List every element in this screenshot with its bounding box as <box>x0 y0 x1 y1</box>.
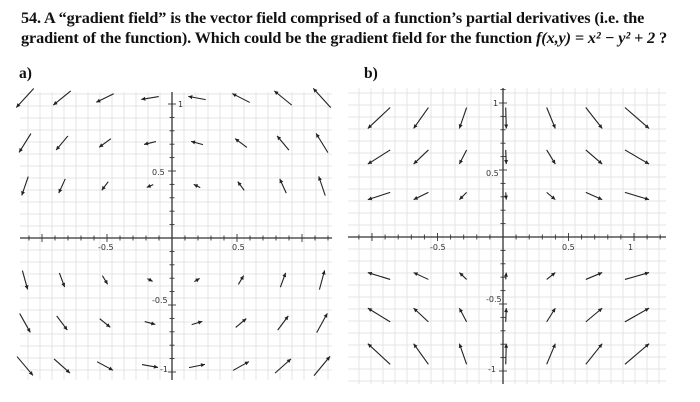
panel-b-field-arrow <box>414 150 429 164</box>
panel-b-tick-label: -0.5 <box>486 295 502 304</box>
question-line-1: 54. A “gradient field” is the vector field comprised of a function’s partial derivatives (i.e. the <box>21 9 645 27</box>
panel-a-arrow-head <box>21 191 25 195</box>
panel-b-field-arrow <box>625 150 649 164</box>
panel-b-field-arrow <box>504 192 508 199</box>
panel-a-field-arrow <box>22 271 28 290</box>
panel-b-field-arrow <box>586 308 602 322</box>
panel-a-field-arrow <box>99 139 111 148</box>
panel-b-field-arrow <box>625 344 649 365</box>
panel-a-tick-label: -1 <box>160 365 168 374</box>
panel-a-field-arrow <box>317 313 328 332</box>
panel-a-arrow-head <box>154 365 158 369</box>
panel-b-arrows <box>368 108 649 365</box>
panel-a-field-arrow <box>318 176 325 195</box>
panel-a-field-arrow <box>192 321 203 325</box>
panel-b-field-arrow <box>504 273 508 280</box>
question-end-mark: ? <box>655 29 668 47</box>
panel-a-arrows <box>16 88 330 375</box>
panel-a-field-arrow <box>236 319 247 328</box>
panel-a-field-arrow <box>20 314 31 333</box>
panel-a-field-arrow <box>19 134 31 153</box>
panel-b-field-arrow <box>504 344 508 365</box>
panel-b-field-arrow <box>625 308 649 322</box>
panel-b-field-arrow <box>459 273 466 280</box>
panel-a-field-arrow <box>319 270 325 289</box>
panel-a-field-arrow <box>97 362 113 371</box>
panel-b-arrow-head <box>459 124 463 128</box>
panel-b-tick-label: -0.5 <box>430 243 446 252</box>
panel-a-field-arrow <box>142 365 158 369</box>
panel-b-tick-label: 1 <box>493 99 499 108</box>
panel-b-field-arrow <box>586 150 602 164</box>
panel-b-field-arrow <box>625 192 649 200</box>
panel-b-field-arrow <box>414 192 429 199</box>
panel-b-field-arrow <box>504 108 508 129</box>
panel-a-field-arrow <box>16 89 33 108</box>
panel-b-grid <box>348 88 666 384</box>
panel-b-arrow-shaft <box>625 308 649 322</box>
panel-b-tick-label: 0.5 <box>486 169 499 178</box>
panel-a-tick-label: -0.5 <box>152 296 168 305</box>
panel-a-tick-label: 0.5 <box>152 168 165 177</box>
panel-b-tick-label: 0.5 <box>562 243 575 252</box>
panel-b-field-arrow <box>414 108 429 129</box>
panel-a-field-arrow <box>17 357 33 376</box>
function-expression: f(x,y) = x² − y² + 2 <box>536 29 656 47</box>
panel-b-field-arrow <box>586 344 602 365</box>
panel-a-field-arrow <box>314 356 330 375</box>
panel-a-field-arrow <box>316 133 328 152</box>
panel-a-field-arrow <box>102 276 107 285</box>
panel-a-field-arrow <box>238 276 243 285</box>
panel-b-arrow-shaft <box>625 150 649 164</box>
panel-a-field-arrow <box>235 139 247 148</box>
panel-b-field-arrow <box>459 192 466 199</box>
panel-b-tick-label: -1 <box>488 365 496 374</box>
panel-b-arrow-shaft <box>625 344 649 365</box>
panel-a-field-arrow <box>275 359 291 373</box>
panel-a-field-arrow <box>54 359 70 373</box>
panel-a-field-arrow <box>141 97 158 101</box>
panel-a-tick-label: 1 <box>178 100 184 109</box>
panel-a-arrow-head <box>318 176 322 180</box>
panel-a-field-arrow <box>191 141 203 145</box>
panel-a-arrow-head <box>201 363 205 367</box>
panel-a-tick-label: 0.5 <box>232 243 245 252</box>
panel-a-field-arrow <box>96 94 113 103</box>
panel-b-field-arrow <box>459 150 466 164</box>
panel-a-field-arrow <box>57 316 68 330</box>
panel-b-axes <box>348 88 666 384</box>
panel-a-field-arrow <box>280 179 287 193</box>
panel-a-field-arrow <box>21 177 28 196</box>
panel-a-field-arrow <box>233 362 249 371</box>
panel-b-field-arrow <box>625 108 649 129</box>
panel-b-arrow-head <box>504 195 508 199</box>
panel-a-field-arrow <box>280 273 286 287</box>
panel-b-field-arrow <box>504 308 508 322</box>
panel-a-field-arrow <box>102 182 108 191</box>
panel-b-tick-label: 1 <box>628 243 634 252</box>
panel-b-field-arrow <box>414 308 429 322</box>
panel-b-arrow-head <box>414 124 418 128</box>
panel-a-field-arrow <box>56 136 68 150</box>
panel-a-field-arrow <box>278 316 289 330</box>
panel-a-field-arrow <box>194 184 200 188</box>
panel-a-field-arrow <box>188 95 205 99</box>
panel-b-arrow-shaft <box>625 108 649 129</box>
panel-b-arrow-head <box>504 160 508 164</box>
panel-a-field-arrow <box>238 182 244 191</box>
panel-a-field-arrow <box>53 91 70 105</box>
panel-a-field-arrow <box>189 363 205 367</box>
panel-a-label: a) <box>19 65 32 82</box>
panel-b-field-arrow <box>459 344 467 365</box>
panel-b-field-arrow <box>459 108 467 129</box>
panel-a-field-arrow <box>274 91 291 105</box>
question-line-2-text: gradient of the function). Which could be the gradient field for the function <box>21 29 536 47</box>
panel-b-field-arrow <box>414 272 429 279</box>
panel-a-arrow-head <box>188 95 192 99</box>
panel-a-grid <box>20 92 332 380</box>
panel-a-axes <box>20 92 332 380</box>
panel-b-arrow-head <box>459 344 463 348</box>
panel-b-field-arrow <box>586 192 602 199</box>
vector-field-panel-a <box>16 88 332 380</box>
panel-a-field-arrow <box>100 319 111 328</box>
panel-a-field-arrow <box>194 278 199 282</box>
panel-a-field-arrow <box>232 94 249 103</box>
panel-a-tick-label: -0.5 <box>98 243 114 252</box>
panel-b-field-arrow <box>459 308 466 322</box>
panel-b-field-arrow <box>414 344 429 365</box>
panel-b-arrow-head <box>504 124 508 128</box>
panel-b-field-arrow <box>586 108 602 129</box>
vector-field-panel-b <box>348 88 666 384</box>
panel-b-label: b) <box>364 65 378 82</box>
panel-a-field-arrow <box>277 136 289 150</box>
